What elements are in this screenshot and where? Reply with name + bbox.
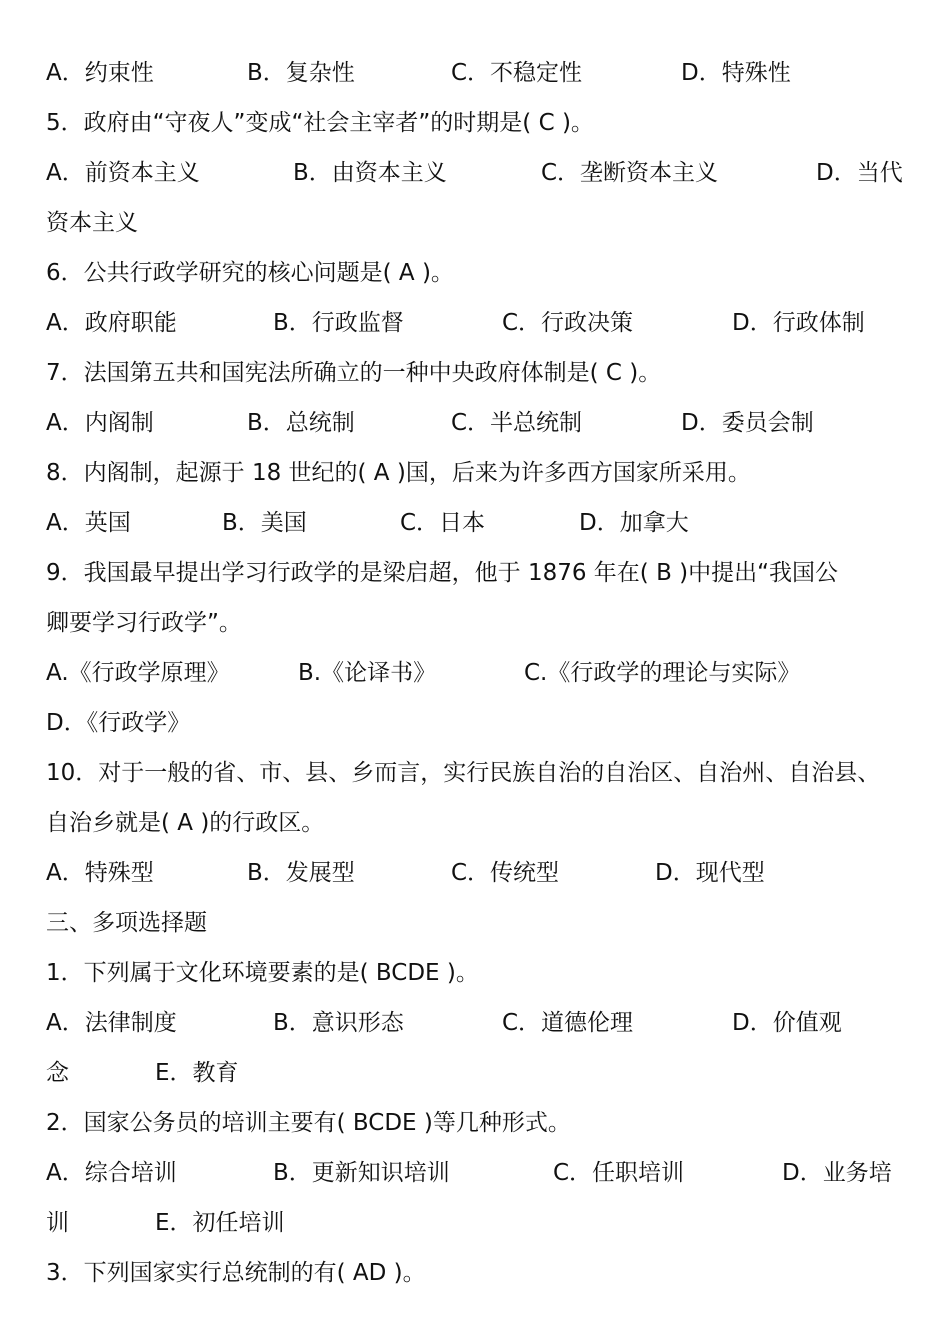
line-text: 9．我国最早提出学习行政学的是梁启超，他于 1876 年在( B )中提出“我国公 [46, 560, 839, 586]
option-text: A．特殊型 [46, 860, 154, 886]
document-line [0, 898, 950, 948]
document-line [0, 598, 950, 648]
line-text: 6．公共行政学研究的核心问题是( A )。 [46, 260, 454, 286]
document-line [0, 148, 950, 198]
document-line [0, 798, 950, 848]
option-text: C．传统型 [451, 860, 560, 886]
line-text: 资本主义 [46, 210, 138, 236]
option-text: B．更新知识培训 [273, 1160, 450, 1186]
line-text: 卿要学习行政学”。 [46, 610, 242, 636]
document-line [0, 548, 950, 598]
option-text: E．教育 [155, 1060, 239, 1086]
line-text: 3．下列国家实行总统制的有( AD )。 [46, 1260, 426, 1286]
option-text: A．政府职能 [46, 310, 177, 336]
document-line [0, 48, 950, 98]
line-text: 10．对于一般的省、市、县、乡而言，实行民族自治的自治区、自治州、自治县、 [46, 760, 881, 786]
document-line [0, 298, 950, 348]
line-text: 2．国家公务员的培训主要有( BCDE )等几种形式。 [46, 1110, 571, 1136]
document-line [0, 698, 950, 748]
line-text: 1．下列属于文化环境要素的是( BCDE )。 [46, 960, 479, 986]
option-text: B．复杂性 [247, 60, 355, 86]
option-text: C．垄断资本主义 [541, 160, 719, 186]
option-text: B．意识形态 [273, 1010, 404, 1036]
option-text: D．业务培 [782, 1160, 892, 1186]
option-text: D．委员会制 [681, 410, 814, 436]
option-text: B．由资本主义 [293, 160, 447, 186]
option-text: D．行政体制 [732, 310, 865, 336]
option-text: D．当代 [816, 160, 903, 186]
option-text: B．美国 [222, 510, 307, 536]
option-text: C.《行政学的理论与实际》 [524, 660, 801, 686]
option-text: C．半总统制 [451, 410, 583, 436]
line-text: 8．内阁制，起源于 18 世纪的( A )国，后来为许多西方国家所采用。 [46, 460, 751, 486]
document-line [0, 248, 950, 298]
line-text: 三、多项选择题 [46, 910, 207, 936]
document-line [0, 1148, 950, 1198]
document-line [0, 198, 950, 248]
line-text: D．《行政学》 [46, 710, 191, 736]
option-text: D．价值观 [732, 1010, 842, 1036]
option-text: A．法律制度 [46, 1010, 177, 1036]
line-text: 5．政府由“守夜人”变成“社会主宰者”的时期是( C )。 [46, 110, 594, 136]
option-text: E．初任培训 [155, 1210, 285, 1236]
document-line [0, 98, 950, 148]
option-text: C．任职培训 [553, 1160, 685, 1186]
option-text: A.《行政学原理》 [46, 660, 230, 686]
option-text: B．发展型 [247, 860, 355, 886]
document-line [0, 1048, 950, 1098]
option-text: D．现代型 [655, 860, 765, 886]
option-text: A．约束性 [46, 60, 154, 86]
document-line [0, 848, 950, 898]
option-text: D．特殊性 [681, 60, 791, 86]
option-text: A．综合培训 [46, 1160, 177, 1186]
option-text: C．道德伦理 [502, 1010, 634, 1036]
option-text: C．行政决策 [502, 310, 634, 336]
line-text: 7．法国第五共和国宪法所确立的一种中央政府体制是( C )。 [46, 360, 662, 386]
option-text: B.《论译书》 [298, 660, 437, 686]
option-text: C．日本 [400, 510, 486, 536]
document-line [0, 348, 950, 398]
document-line [0, 748, 950, 798]
option-text: D．加拿大 [579, 510, 689, 536]
option-text: 训 [46, 1210, 69, 1236]
document-line [0, 1248, 950, 1298]
document-line [0, 998, 950, 1048]
option-text: A．前资本主义 [46, 160, 200, 186]
option-text: B．总统制 [247, 410, 355, 436]
document-line [0, 1198, 950, 1248]
document-line [0, 498, 950, 548]
option-text: 念 [46, 1060, 69, 1086]
document-line [0, 448, 950, 498]
line-text: 自治乡就是( A )的行政区。 [46, 810, 325, 836]
document-line [0, 398, 950, 448]
document-line [0, 1098, 950, 1148]
document-line [0, 648, 950, 698]
option-text: A．内阁制 [46, 410, 154, 436]
document-line [0, 948, 950, 998]
option-text: A．英国 [46, 510, 131, 536]
option-text: B．行政监督 [273, 310, 404, 336]
option-text: C．不稳定性 [451, 60, 583, 86]
